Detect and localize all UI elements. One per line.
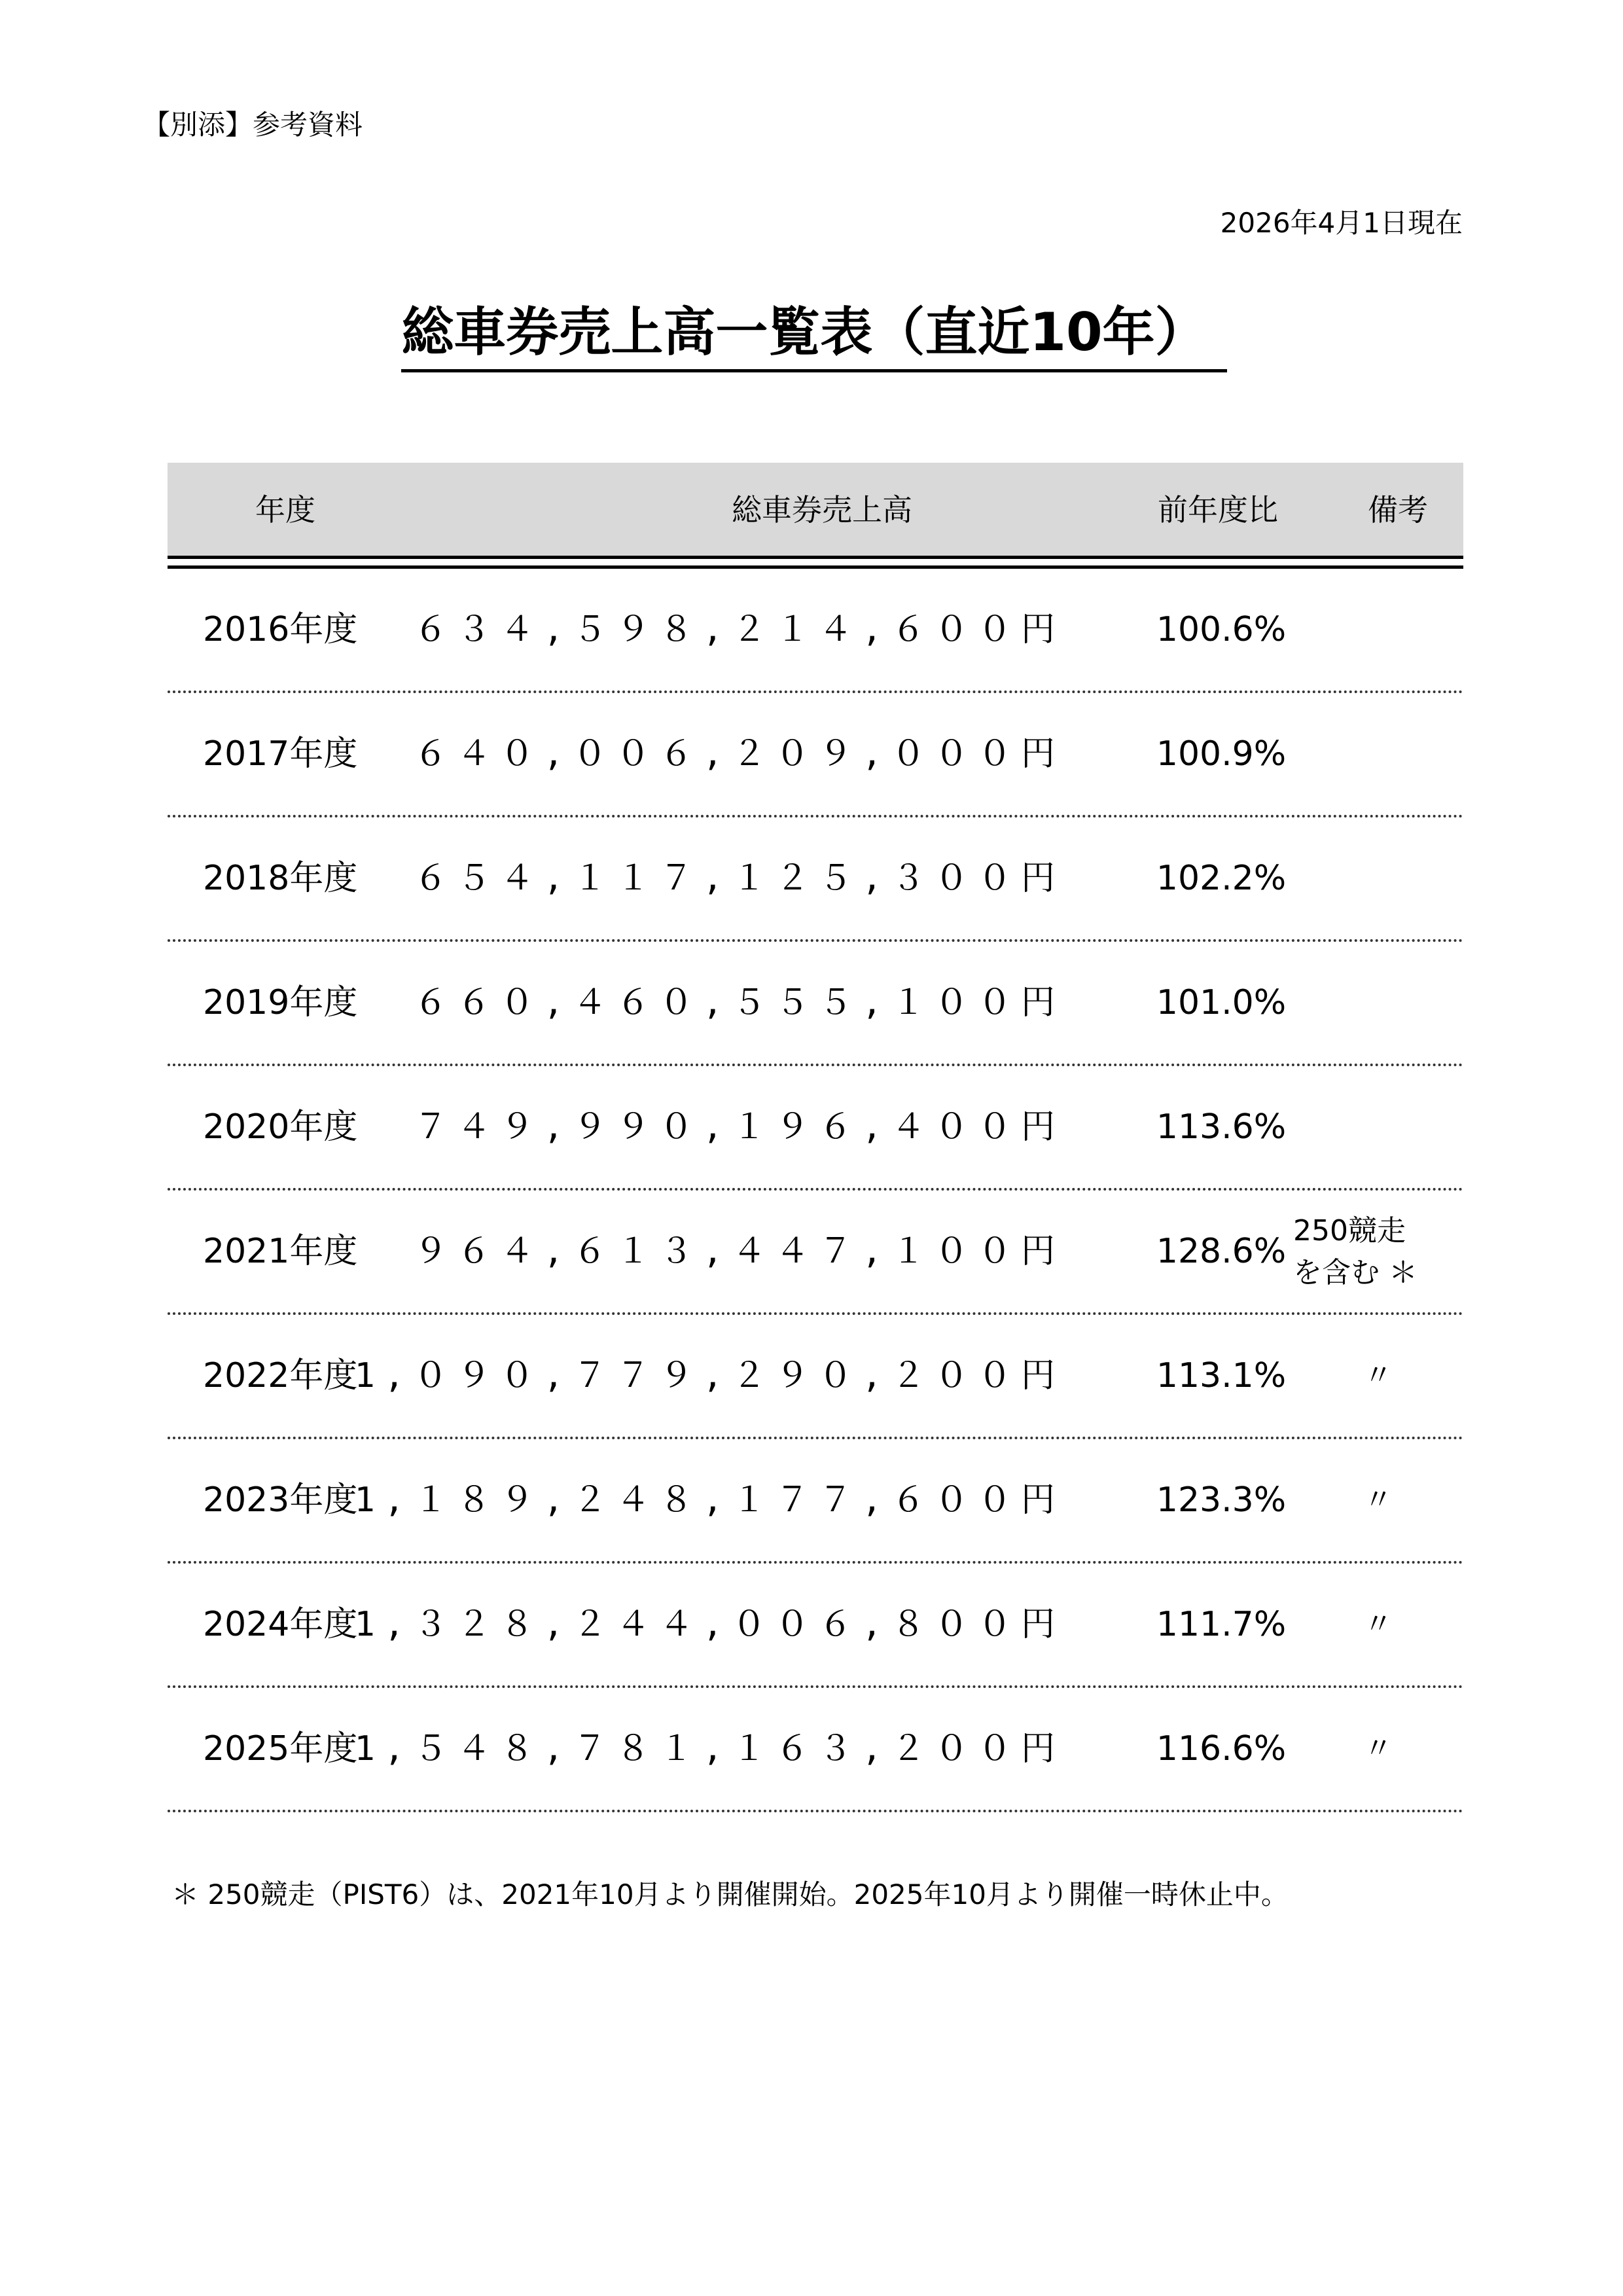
row-year: 2021年度 [203, 1232, 358, 1271]
table-body [168, 569, 1463, 1812]
table-row [168, 817, 1463, 942]
footnote: ＊ 250競走（PIST6）は、2021年10月より開催開始。2025年10月より開催一時休止中。 [171, 1878, 1289, 1910]
header-double-rule [168, 556, 1463, 569]
row-ratio: 113.6% [1156, 1107, 1287, 1147]
row-amount: ６６０,４６０,５５５,１００円 [414, 983, 1064, 1022]
row-note: 〃 [1364, 1483, 1393, 1516]
row-ratio: 113.1% [1156, 1356, 1287, 1395]
row-year: 2018年度 [203, 859, 358, 898]
header-note: 備考 [1368, 492, 1428, 528]
header-ratio: 前年度比 [1158, 492, 1278, 528]
row-year: 2020年度 [203, 1107, 358, 1147]
table-row [168, 1439, 1463, 1564]
row-year: 2017年度 [203, 734, 358, 774]
table-row [168, 1066, 1463, 1191]
row-ratio: 123.3% [1156, 1480, 1287, 1520]
row-amount: ６３４,５９８,２１４,６００円 [414, 610, 1064, 649]
as-of-date: 2026年4月1日現在 [1220, 207, 1463, 239]
sales-table [168, 463, 1463, 1812]
header-amount: 総車券売上高 [732, 492, 912, 528]
row-note: 〃 [1364, 1607, 1393, 1641]
header-year: 年度 [255, 492, 315, 528]
row-ratio: 116.6% [1156, 1729, 1287, 1768]
row-ratio: 102.2% [1156, 859, 1287, 898]
table-row [168, 693, 1463, 817]
row-ratio: 101.0% [1156, 983, 1287, 1022]
row-amount: ６４０,００６,２０９,０００円 [414, 734, 1064, 774]
row-amount: ９６４,６１３,４４７,１００円 [414, 1232, 1064, 1271]
table-row [168, 942, 1463, 1066]
attachment-label: 【別添】参考資料 [143, 109, 363, 141]
row-note: 〃 [1364, 1732, 1393, 1765]
row-year: 2025年度 [203, 1729, 358, 1768]
table-row [168, 1564, 1463, 1688]
table-row [168, 1191, 1463, 1315]
row-amount: 1,５４８,７８１,１６３,２００円 [354, 1729, 1064, 1768]
row-note [1293, 1210, 1463, 1294]
row-amount: ７４９,９９０,１９６,４００円 [414, 1107, 1064, 1147]
table-row [168, 1315, 1463, 1439]
row-year: 2022年度 [203, 1356, 358, 1395]
table-header [168, 463, 1463, 557]
row-ratio: 100.9% [1156, 734, 1287, 774]
row-note-line2: を含む ＊ [1293, 1256, 1418, 1289]
row-amount: 1,１８９,２４８,１７７,６００円 [354, 1480, 1064, 1520]
row-year: 2023年度 [203, 1480, 358, 1520]
table-row [168, 569, 1463, 693]
row-ratio: 128.6% [1156, 1232, 1287, 1271]
row-year: 2016年度 [203, 610, 358, 649]
row-note: 〃 [1364, 1359, 1393, 1392]
row-ratio: 111.7% [1156, 1605, 1287, 1644]
page-title [0, 293, 1623, 372]
table-row [168, 1688, 1463, 1812]
row-year: 2024年度 [203, 1605, 358, 1644]
row-amount: ６５４,１１７,１２５,３００円 [414, 859, 1064, 898]
page-title-text: 総車券売上高一覧表（直近10年） [401, 296, 1226, 372]
row-amount: 1,３２８,２４４,００６,８００円 [354, 1605, 1064, 1644]
row-ratio: 100.6% [1156, 610, 1287, 649]
row-year: 2019年度 [203, 983, 358, 1022]
row-amount: 1,０９０,７７９,２９０,２００円 [354, 1356, 1064, 1395]
row-note-line1: 250競走 [1293, 1214, 1406, 1247]
